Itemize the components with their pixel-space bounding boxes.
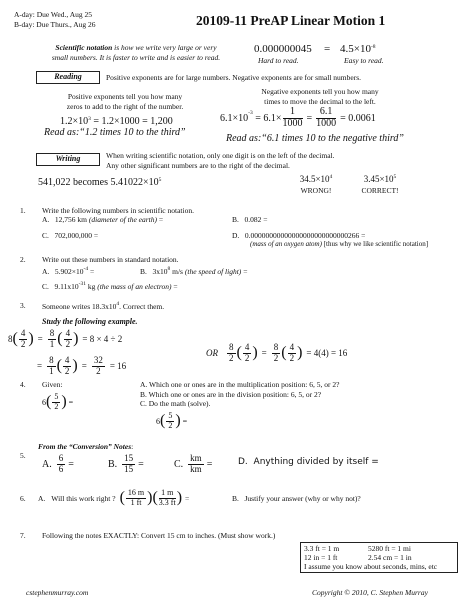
row1-f3-den: 2	[65, 338, 71, 349]
q2-b	[140, 266, 247, 276]
q2-prompt: Write out these numbers in standard notation.	[42, 255, 179, 264]
notes-row	[304, 553, 454, 562]
row1-f2-num: 8	[49, 328, 55, 339]
paren-close: )	[28, 330, 34, 347]
q4-c-fraction	[166, 412, 174, 430]
alt-f4-den: 2	[289, 352, 295, 363]
neg-frac2-den: 1000	[316, 117, 337, 129]
q5-a-eq: =	[68, 458, 74, 470]
q3-prompt	[42, 301, 164, 311]
example-row-1	[8, 327, 122, 351]
row2-eq1: =	[37, 361, 43, 371]
row2-f2-num: 4	[64, 355, 70, 366]
q1-d-extra: [thus why we like scientific notation]	[321, 240, 429, 248]
alt-eq1: =	[261, 348, 267, 358]
q4-expression	[42, 390, 73, 414]
q2-b-base: 3x10	[152, 267, 168, 276]
writing-example-base: 541,022 becomes 5.41022×10	[38, 177, 159, 188]
q5-c-num: km	[190, 453, 202, 464]
q2-a	[42, 266, 94, 276]
q5-b	[108, 452, 144, 476]
q6-f1-den: 1 ft	[130, 497, 142, 507]
paren-open: (	[12, 330, 18, 347]
q6-b-prompt: Justify your answer (why or why not)?	[244, 494, 361, 503]
example-row-2	[37, 354, 126, 378]
neg-eq-mid1: = 6.1×	[252, 112, 282, 124]
q1-a-note: (diameter of the earth)	[88, 215, 157, 224]
row2-fraction-1	[47, 356, 56, 376]
alt-f2-den: 2	[244, 352, 250, 363]
q5-b-den: 15	[124, 463, 134, 474]
alt-f4-num: 4	[289, 342, 295, 353]
q5-d-text: Anything divided by itself =	[253, 457, 379, 467]
q1-d-note: (mass of an oxygen atom)	[250, 240, 322, 248]
row2-tail: = 16	[109, 361, 127, 371]
intro-term: Scientific notation	[55, 43, 113, 52]
q4-number: 4.	[20, 380, 26, 389]
footer-copyright: Copyright © 2010, C. Stephen Murray	[312, 588, 428, 597]
row2-fraction-2	[63, 356, 72, 376]
q2-number: 2.	[20, 255, 26, 264]
writing-example	[38, 177, 161, 188]
paren-close: )	[72, 357, 78, 374]
q3-number: 3.	[20, 301, 26, 310]
q1-a-eq: =	[157, 215, 164, 224]
or-label: OR	[206, 348, 218, 358]
alt-f1-num: 8	[229, 342, 234, 353]
paren-close: )	[61, 393, 67, 410]
easy-exponent: -8	[370, 44, 376, 50]
q4-eq: =	[68, 397, 74, 407]
row1-f2-den: 1	[49, 338, 55, 349]
neg-eq-exp: -3	[248, 110, 253, 116]
positive-example	[60, 116, 173, 127]
q7-prompt: Following the notes EXACTLY: Convert 15 cm to inches. (Must show work.)	[42, 531, 276, 540]
q1-number: 1.	[20, 206, 26, 215]
q6-f1-num: 16 m	[127, 488, 145, 498]
q4-questions	[140, 380, 339, 409]
row2-f3-den: 2	[96, 365, 101, 376]
q5-a-fraction	[57, 454, 66, 474]
example-title: Study the following example.	[42, 317, 138, 326]
q4-given: Given:	[42, 380, 63, 389]
intro-line2: small numbers. It is faster to write and is easier to read.	[51, 53, 221, 62]
q1-b	[232, 215, 268, 224]
q1-d	[232, 231, 365, 240]
q5-b-fraction	[122, 454, 135, 474]
q4-f-num: 5	[54, 392, 59, 402]
neg-fraction-2	[316, 107, 336, 129]
notes-right: 2.54 cm = 1 in	[368, 553, 412, 562]
q5-a-num: 6	[58, 453, 64, 464]
q5-a-den: 6	[58, 463, 64, 474]
notes-row	[304, 544, 454, 553]
wrong-exp: 4	[329, 174, 333, 180]
q4-c-f-den: 2	[168, 420, 173, 430]
easy-caption: Easy to read.	[344, 56, 384, 65]
q5-c-fraction	[188, 454, 204, 474]
example-equals: =	[324, 43, 331, 55]
row1-fraction-2	[48, 329, 57, 349]
paren-close: )	[175, 412, 181, 429]
notes-left: 3.3 ft = 1 m	[304, 544, 340, 553]
q2-b-note: (the speed of light)	[184, 267, 242, 276]
row1-lead: 8	[8, 334, 13, 344]
q5-d	[238, 457, 379, 467]
q5-b-label: B.	[108, 458, 118, 470]
paren-open: (	[281, 344, 287, 361]
q2-c-base: 9.11x10	[54, 282, 79, 291]
correct-example	[352, 172, 408, 196]
q2-b-unit: m/s	[170, 267, 185, 276]
q2-a-base: 5.902×10	[54, 267, 84, 276]
pos-eq-exp: 3	[88, 116, 91, 122]
row1-tail: = 8 × 4 ÷ 2	[82, 334, 123, 344]
q5-title	[38, 442, 133, 451]
correct-exp: 5	[393, 174, 397, 180]
q4-c-f-num: 5	[168, 411, 173, 421]
positive-exponent-explanation	[40, 92, 210, 112]
due-date-b-day: B-day: Due Thurs., Aug 26	[14, 20, 96, 29]
alt-f2-num: 4	[244, 342, 250, 353]
q4-fraction	[52, 393, 60, 411]
q1-b-value: 0.082 =	[244, 215, 268, 224]
alt-fraction-2	[243, 343, 252, 363]
q6-b	[232, 494, 361, 503]
writing-label: Writing	[36, 153, 100, 166]
notes-right: 5280 ft = 1 mi	[368, 544, 411, 553]
q1-a	[42, 215, 163, 224]
q6-fraction-2	[159, 489, 176, 507]
example-hard-number: 0.000000045	[254, 43, 312, 55]
row1-f3-num: 4	[65, 328, 71, 339]
row1-f1-den: 2	[20, 338, 26, 349]
alt-tail: = 4(4) = 16	[306, 348, 348, 358]
intro-definition	[36, 43, 236, 63]
conversion-notes-box	[300, 542, 458, 573]
correct-base: 3.45×10	[363, 174, 394, 184]
q2-a-exp: -4	[83, 266, 89, 272]
neg-eq-end: = 0.0061	[340, 112, 376, 124]
q5-c-eq: =	[206, 458, 213, 470]
negative-exponent-explanation	[232, 87, 408, 107]
q6-b-label: B.	[232, 494, 239, 503]
q5-c-label: C.	[174, 458, 184, 470]
q4-f-den: 2	[54, 401, 59, 411]
reading-label: Reading	[36, 71, 100, 84]
paren-close: )	[176, 489, 183, 506]
q4-a: A. Which one or ones are in the multiplication position: 6, 5, or 2?	[140, 380, 340, 389]
alt-fraction-1	[227, 343, 236, 363]
easy-base: 4.5×10	[340, 43, 371, 55]
q1-c-label: C.	[42, 231, 49, 240]
row2-f2-den: 2	[64, 365, 70, 376]
writing-example-exp: 5	[158, 177, 162, 183]
row1-eq: =	[37, 334, 43, 344]
row2-fraction-3	[92, 356, 105, 376]
q1-c-value: 702,000,000 =	[54, 231, 99, 240]
q1-b-label: B.	[232, 215, 239, 224]
q4-lead: 6	[42, 397, 46, 407]
notes-assume: I assume you know about seconds, mins, etc	[304, 562, 438, 571]
row2-f3-num: 32	[93, 355, 103, 366]
q6-a-label: A.	[38, 493, 46, 503]
q4-c-eq: =	[182, 416, 188, 426]
q6-number: 6.	[20, 494, 26, 503]
q6-f2-num: 1 m	[159, 489, 176, 498]
q2-b-exp: 8	[167, 266, 171, 272]
q5-d-label: D.	[238, 457, 248, 467]
row1-fraction-3	[64, 329, 73, 349]
hard-caption: Hard to read.	[258, 56, 299, 65]
q5-b-eq: =	[138, 458, 144, 470]
q2-c-label: C.	[42, 282, 49, 291]
writing-line2: Any other significant numbers are to the right of the decimal.	[106, 161, 290, 170]
neg-frac1-num: 1	[283, 107, 303, 119]
q6-f2-den: 3.3 ft	[158, 497, 176, 507]
q1-d-label: D.	[232, 231, 240, 240]
paren-open: (	[160, 412, 166, 429]
pos-line1: Positive exponents tell you how many	[67, 92, 183, 101]
q1-prompt: Write the following numbers in scientific notation.	[42, 206, 194, 215]
writing-rules	[106, 151, 335, 171]
example-alternative	[206, 341, 347, 365]
paren-close: )	[73, 330, 79, 347]
paren-close: )	[252, 344, 258, 361]
q1-a-value: 12,756 km	[54, 215, 89, 224]
wrong-example	[288, 172, 344, 196]
positive-read-as: Read as:“1.2 times 10 to the third”	[44, 127, 186, 138]
q1-c	[42, 231, 98, 240]
alt-f1-den: 2	[229, 352, 234, 363]
q1-d-caption	[250, 240, 428, 248]
paren-open: (	[46, 393, 52, 410]
q6-a-prompt: Will this work right ?	[51, 493, 116, 503]
neg-frac2-num: 6.1	[316, 107, 336, 119]
paren-close: )	[147, 489, 153, 506]
q5-c	[174, 452, 212, 476]
q2-c	[42, 281, 178, 291]
q7-number: 7.	[20, 531, 26, 540]
neg-line1: Negative exponents tell you how many	[261, 87, 379, 96]
alt-fraction-3	[272, 343, 281, 363]
q6-a	[38, 484, 189, 512]
negative-read-as: Read as:“6.1 times 10 to the negative third”	[226, 133, 404, 144]
paren-open: (	[57, 330, 63, 347]
correct-label: CORRECT!	[361, 186, 399, 195]
q2-b-eq: =	[241, 267, 248, 276]
footer-website: cstephenmurray.com	[26, 588, 89, 597]
page-title: 20109-11 PreAP Linear Motion 1	[196, 13, 386, 28]
q5-b-num: 15	[124, 453, 134, 464]
alt-f3-num: 8	[273, 342, 279, 353]
paren-close: )	[297, 344, 303, 361]
wrong-label: WRONG!	[300, 186, 332, 195]
wrong-base: 34.5×10	[299, 174, 330, 184]
q6-fraction-1	[126, 489, 146, 507]
q3-prompt-end: . Correct them.	[119, 302, 165, 311]
row1-f1-num: 4	[20, 328, 26, 339]
due-date-a-day: A-day: Due Wed., Aug 25	[14, 10, 92, 19]
q2-b-label: B.	[140, 267, 147, 276]
q2-c-note: (the mass of an electron)	[97, 282, 172, 291]
paren-open: (	[152, 489, 158, 506]
q2-c-eq: =	[171, 282, 178, 291]
q3-prompt-exp: 4	[116, 301, 120, 307]
pos-line2: zeros to add to the right of the number.	[66, 102, 184, 111]
pos-eq-base: 1.2×10	[60, 116, 89, 127]
q2-c-exp: -31	[78, 281, 86, 287]
writing-line1: When writing scientific notation, only one digit is on the left of the decimal.	[106, 151, 335, 160]
row2-f1-num: 8	[49, 355, 54, 366]
q4-b: B. Which one or ones are in the division position: 6, 5, or 2?	[140, 389, 322, 399]
pos-eq-rest: = 1.2×1000 = 1,200	[90, 116, 173, 127]
neg-eq-base: 6.1×10	[220, 112, 249, 124]
row2-eq2: =	[81, 361, 87, 371]
negative-example	[220, 107, 376, 129]
q5-title-colon: :	[131, 442, 134, 451]
q5-a-label: A.	[42, 458, 52, 470]
q1-d-value: 0.00000000000000000000000000266 =	[244, 231, 366, 240]
q4-c-lead: 6	[156, 416, 160, 426]
neg-frac1-den: 1000	[282, 117, 303, 129]
q2-a-eq: =	[88, 267, 95, 276]
q2-a-label: A.	[42, 267, 50, 276]
neg-line2: times to move the decimal to the left.	[264, 97, 376, 106]
q5-a	[42, 452, 74, 476]
q4-c: C. Do the math (solve).	[140, 399, 211, 408]
q5-c-den: km	[190, 463, 202, 474]
q1-a-label: A.	[42, 215, 50, 224]
intro-line1: is how we write very large or very	[112, 43, 217, 52]
notes-left: 12 in = 1 ft	[304, 553, 338, 562]
paren-open: (	[119, 489, 125, 506]
q3-prompt-base: Someone writes 18.3x10	[42, 302, 117, 311]
paren-open: (	[56, 357, 62, 374]
q6-eq: =	[185, 493, 190, 503]
row1-fraction-1	[19, 329, 28, 349]
alt-f3-den: 2	[273, 352, 279, 363]
reading-summary: Positive exponents are for large numbers. Negative exponents are for small numbers.	[106, 73, 361, 82]
neg-fraction-1	[283, 107, 303, 129]
neg-eq-mid2: =	[306, 112, 313, 124]
example-easy-number	[340, 43, 376, 55]
paren-open: (	[236, 344, 242, 361]
q2-c-unit: kg	[85, 282, 98, 291]
q5-title-text: From the “Conversion” Notes	[38, 442, 132, 451]
row2-f1-den: 1	[49, 365, 54, 376]
q4-c-expression	[156, 409, 187, 433]
q5-number: 5.	[20, 451, 26, 460]
alt-fraction-4	[288, 343, 297, 363]
